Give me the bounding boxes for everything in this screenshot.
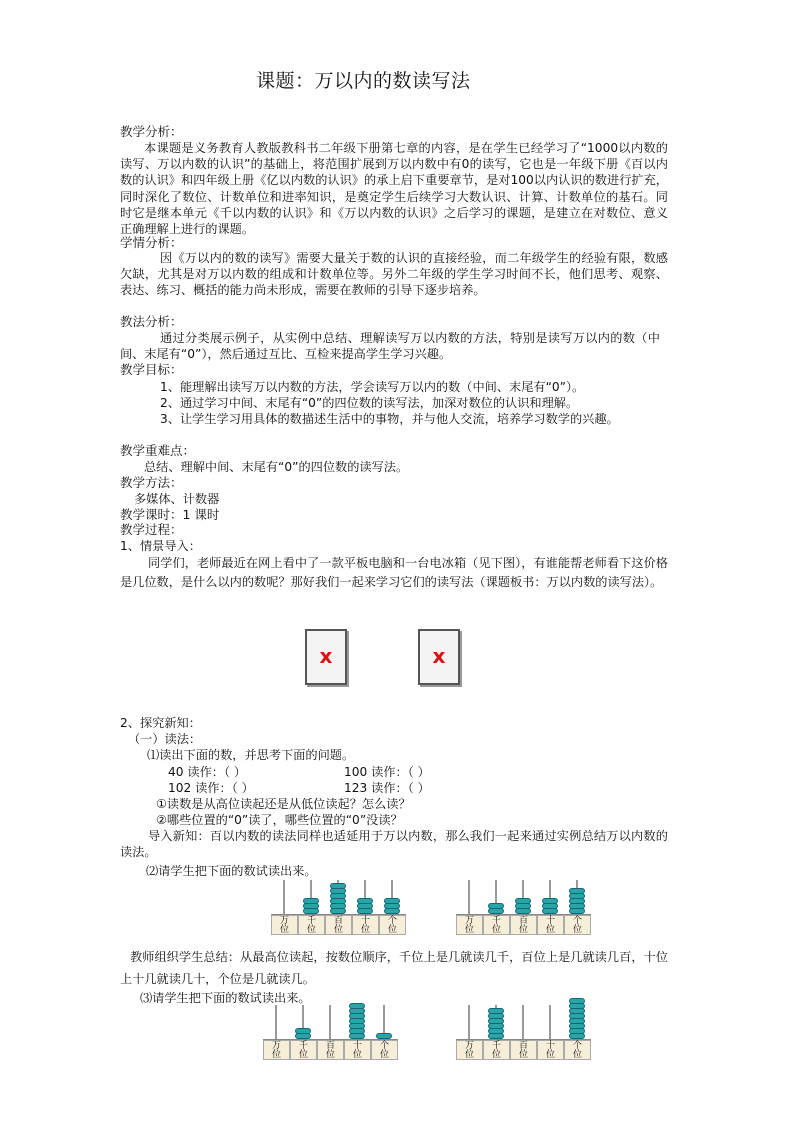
place-label: 千 位 (483, 915, 510, 935)
abacus-rod (468, 1005, 470, 1040)
broken-image-icon: x (319, 644, 333, 668)
broken-image-icon: x (432, 644, 446, 668)
place-label: 个 位 (379, 915, 406, 935)
place-label: 百 位 (317, 1040, 344, 1060)
abacus-bead (295, 1028, 311, 1034)
reading-heading: （一）读法： (128, 732, 202, 746)
process-heading: 教学过程： (120, 522, 183, 537)
explore-heading: 2、探究新知： (120, 716, 201, 730)
goal-2: 2、通过学习中间、末尾有“0”的四位数的读写法，加深对数位的认识和理解。 (160, 396, 579, 410)
page-title: 课题：万以内的数读写法 (256, 70, 471, 92)
analysis-paragraph: 本课题是义务教育人教版教科书二年级下册第七章的内容，是在学生已经学习了“1000以内数的读写、万以内数的认识”的基础上，将范围扩展到万以内数中有0的读写，它也是一年级下册《百以内数的认识》和四年级上册《亿以内数的认识》的承上启下重要章节，是对100以内认识的数进行扩充，同时深化了数位、计数单位和进率知识，是奠定学生后续学习大数认识、计算、计数单位的基石。同时它是继本单元《千以内数的认识》和《万以内数的认识》之后学习的课题，是建立在对数位、意义正确理解上进行的课题。 (120, 141, 668, 237)
place-label: 十 位 (537, 1040, 564, 1060)
place-label: 百 位 (510, 915, 537, 935)
place-label: 百 位 (325, 915, 352, 935)
abacus-bead (384, 898, 400, 904)
abacus-bead (303, 898, 319, 904)
place-label: 千 位 (290, 1040, 317, 1060)
goals-heading: 教学目标： (120, 362, 183, 377)
analysis-heading: 教学分析： (120, 124, 183, 139)
abacus-rod (549, 1005, 551, 1040)
hours-line: 教学课时：1 课时 (120, 507, 220, 522)
fridge-image-placeholder (418, 629, 460, 685)
students-paragraph: 因《万以内的数的读写》需要大量关于数的认识的直接经验，而二年级学生的经验有限，数感欠缺，尤其是对万以内数的组成和计数单位等。另外二年级的学生学习时间不长，他们思考、观察、表达、练习、概括的能力尚未形成，需要在教师的引导下逐步培养。 (120, 251, 668, 298)
number-100: 100 读作：（ ） (344, 765, 430, 779)
number-123: 123 读作：（ ） (344, 781, 430, 795)
step-2: ⑵请学生把下面的数试读出来。 (146, 864, 317, 878)
place-label: 万 位 (263, 1040, 290, 1060)
method-paragraph: 通过分类展示例子，从实例中总结、理解读写万以内数的方法，特别是读写万以内的数（中间、末尾有“0”），然后通过互比、互检来提高学生学习兴趣。 (120, 331, 660, 362)
intro-heading: 1、情景导入： (120, 539, 201, 553)
abacus-bead (569, 998, 585, 1004)
abacus-rod (468, 880, 470, 915)
abacus-bead (569, 888, 585, 894)
abacus-row2-right (456, 1005, 608, 1061)
abacus-base (271, 914, 406, 935)
abacus-rod (275, 1005, 277, 1040)
number-102: 102 读作：（ ） (168, 781, 254, 795)
abacus-rod (329, 1005, 331, 1040)
place-label: 百 位 (510, 1040, 537, 1060)
abacus-bead (330, 883, 346, 889)
place-label: 个 位 (564, 915, 591, 935)
abacus-row1-left (271, 880, 411, 936)
abacus-base (456, 1039, 591, 1060)
place-label: 万 位 (456, 1040, 483, 1060)
method-heading: 教法分析： (120, 314, 183, 329)
tablet-image-placeholder (305, 629, 347, 685)
abacus-base (456, 914, 591, 935)
place-label: 万 位 (271, 915, 298, 935)
place-label: 十 位 (344, 1040, 371, 1060)
place-label: 千 位 (483, 1040, 510, 1060)
question-1: ①读数是从高位读起还是从低位读起？怎么读？ (156, 797, 411, 811)
place-label: 十 位 (352, 915, 379, 935)
abacus-bead (542, 898, 558, 904)
key-body: 总结、理解中间、末尾有“0”的四位数的读写法。 (144, 460, 409, 474)
abacus-bead (357, 898, 373, 904)
question-2: ②哪些位置的“0”读了，哪些位置的“0”没读？ (156, 813, 403, 827)
abacus-bead (349, 1003, 365, 1009)
tools-body: 多媒体、计数器 (134, 492, 220, 506)
intro-paragraph: 同学们，老师最近在网上看中了一款平板电脑和一台电冰箱（见下图），有谁能帮老师看下这价格是几位数，是什么以内的数呢？那好我们一起来学习它们的读写法（课题板书：万以内数的读写法）。 (120, 556, 668, 589)
goal-3: 3、让学生学习用具体的数描述生活中的事物，并与他人交流，培养学习数学的兴趣。 (160, 412, 619, 426)
abacus-bead (488, 1008, 504, 1014)
students-heading: 学情分析： (120, 235, 183, 250)
place-label: 个 位 (564, 1040, 591, 1060)
abacus-bead (515, 898, 531, 904)
key-heading: 教学重难点： (120, 443, 196, 458)
place-label: 千 位 (298, 915, 325, 935)
place-label: 万 位 (456, 915, 483, 935)
step-1: ⑴读出下面的数，并思考下面的问题。 (147, 748, 355, 762)
number-40: 40 读作：（ ） (168, 765, 247, 779)
step-3: ⑶请学生把下面的数试读出来。 (140, 991, 311, 1005)
place-label: 十 位 (537, 915, 564, 935)
place-label: 个 位 (371, 1040, 398, 1060)
abacus-rod (522, 1005, 524, 1040)
tools-heading: 教学方法： (120, 475, 183, 490)
transition-paragraph: 导入新知：百以内数的读法同样也适延用于万以内数，那么我们一起来通过实例总结万以内数的读法。 (120, 829, 668, 860)
summary-paragraph: 教师组织学生总结：从最高位读起，按数位顺序，千位上是几就读几千，百位上是几就读几百，十位上十几就读几十，个位是几就读几。 (120, 950, 668, 986)
goal-1: 1、能理解出读写万以内数的方法，学会读写万以内的数（中间、末尾有“0”）。 (160, 380, 585, 394)
abacus-bead (488, 903, 504, 909)
abacus-base (263, 1039, 398, 1060)
abacus-row1-right (456, 880, 596, 936)
abacus-row2-left (263, 1005, 415, 1061)
abacus-rod (283, 880, 285, 915)
